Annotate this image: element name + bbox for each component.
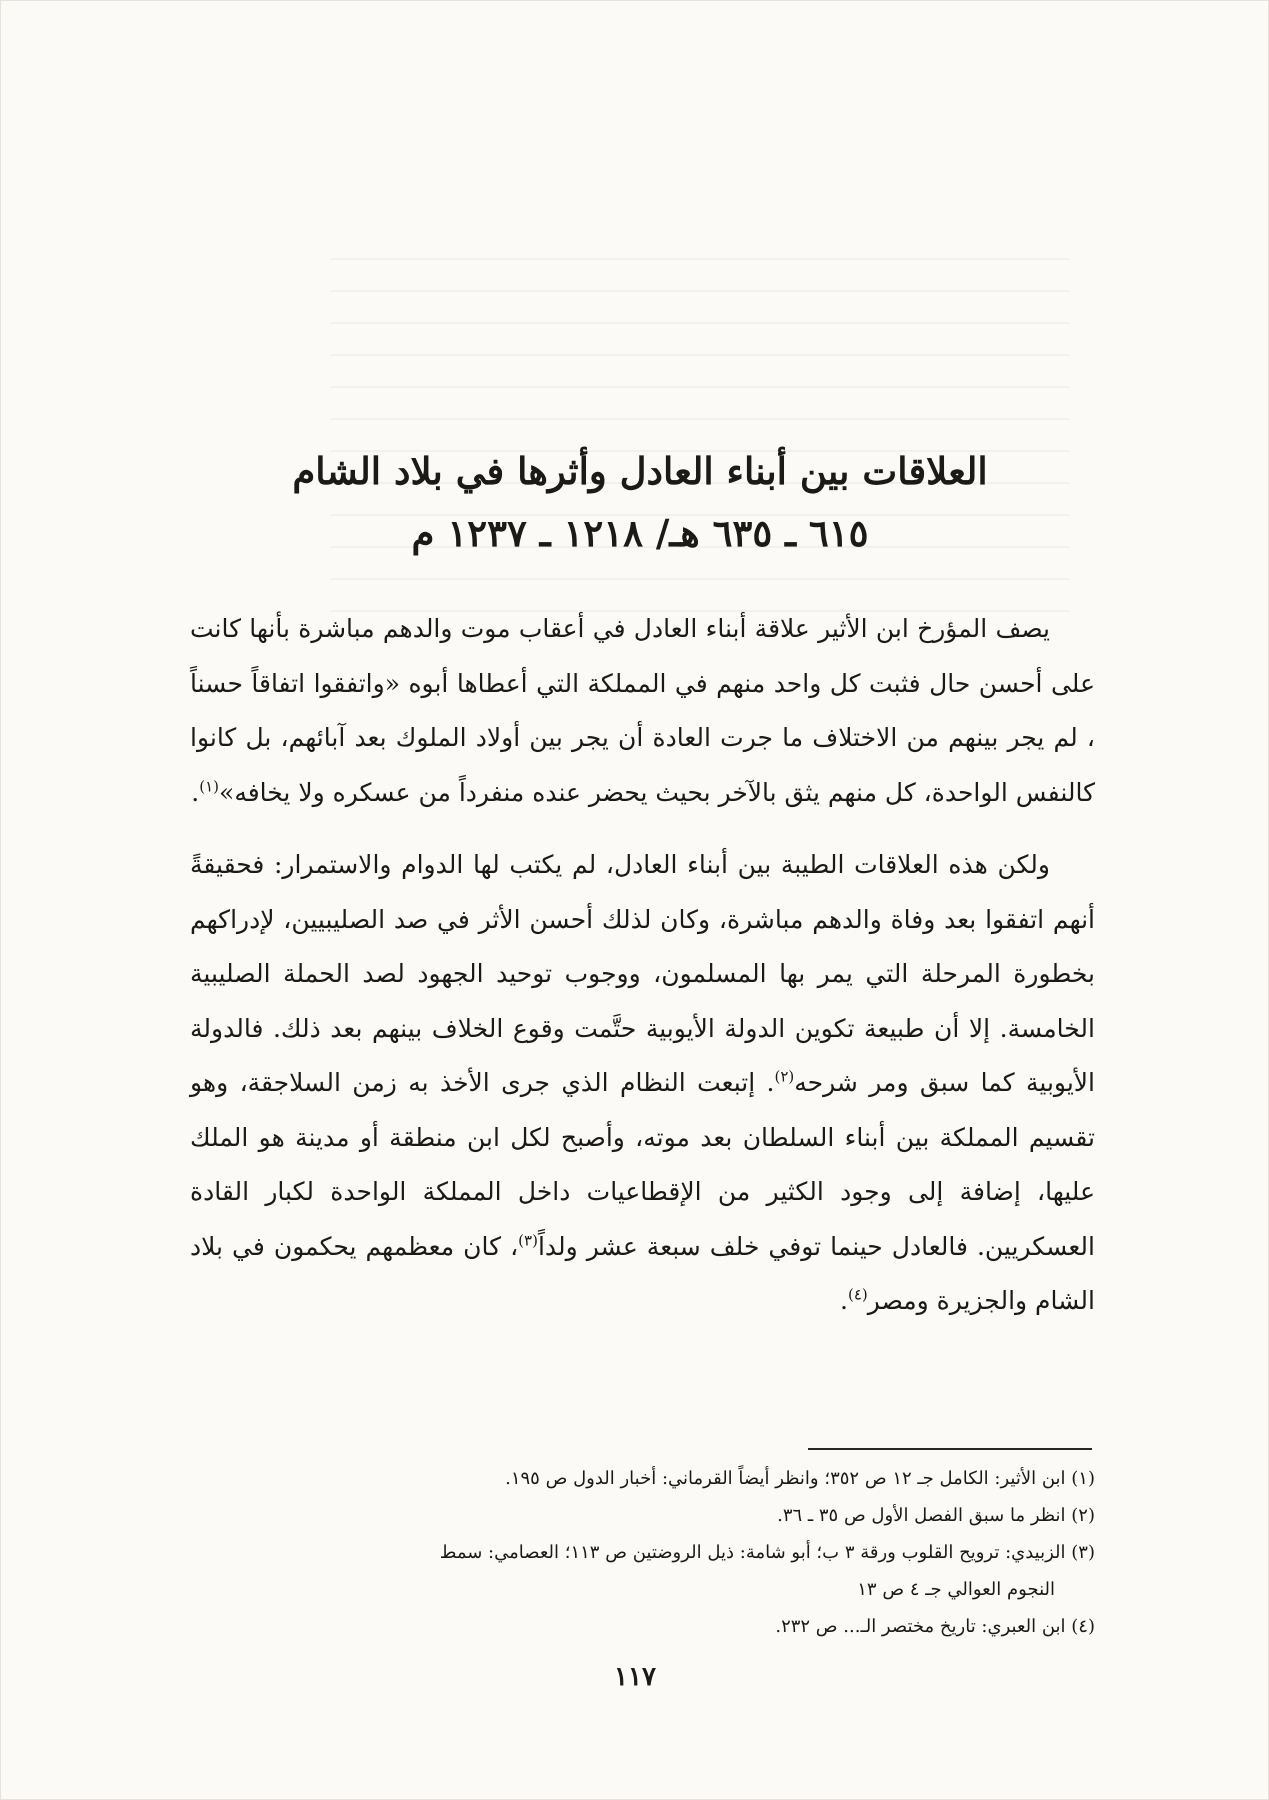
page-number: ١١٧: [614, 1662, 656, 1692]
title-line-2: ٦١٥ ـ ٦٣٥ هـ/ ١٢١٨ ـ ١٢٣٧ م: [411, 511, 869, 555]
title-line-1: العلاقات بين أبناء العادل وأثرها في بلاد الشام: [292, 449, 988, 493]
footnote-1: (١) ابن الأثير: الكامل جـ ١٢ ص ٣٥٢؛ وانظر أيضاً القرماني: أخبار الدول ص ١٩٥.: [505, 1468, 1095, 1489]
body-text: [190, 602, 1095, 1329]
paragraph-2-text-2: . إتبعت النظام الذي جرى الأخذ به زمن السلاجقة، وهو تقسيم المملكة بين أبناء السلطان بعد موته، وأصبح لكل ابن منطقة أو مدينة هو الملك عليها، إضافة إلى وجود الكثير من الإقطاعيات داخل المملكة الواحدة لكبار القادة العسكريين. فالعادل حينما توفي خلف سبعة عشر ولداً: [190, 1068, 1096, 1261]
footnote-4: (٤) ابن العبري: تاريخ مختصر الـ... ص ٢٣٢.: [775, 1616, 1095, 1637]
paragraph-1-text: يصف المؤرخ ابن الأثير علاقة أبناء العادل في أعقاب موت والدهم مباشرة بأنها كانت على أحسن حال فثبت كل واحد منهم في المملكة التي أعطاها أبوه «واتفقوا اتفاقاً حسناً ، لم يجر بينهم من الاختلاف ما جرت العادة أن يجر بين أولاد الملوك بعد آبائهم، بل كانوا كالنفس الواحدة، كل منهم يثق بالآخر بحيث يحضر عنده منفرداً من عسكره ولا يخافه»: [190, 614, 1095, 807]
paragraph-2-tail: .: [840, 1286, 848, 1315]
footnote-3: (٣) الزبيدي: ترويح القلوب ورقة ٣ ب؛ أبو شامة: ذيل الروضتين ص ١١٣؛ العصامي: سمط: [439, 1542, 1095, 1563]
chapter-title: [290, 440, 990, 564]
paragraph-2-text: ولكن هذه العلاقات الطيبة بين أبناء العادل، لم يكتب لها الدوام والاستمرار: فحقيقةً أنهم اتفقوا بعد وفاة والدهم مباشرة، وكان لذلك أحسن الأثر في صد الصليبيين، لإدراكهم بخطورة المرحلة التي يمر بها المسلمون، ووجوب توحيد الجهود لصد الحملة الصليبية الخامسة. إلا أن طبيعة تكوين الدولة الأيوبية حتَّمت وقوع الخلاف بينهم بعد ذلك. فالدولة الأيوبية كما سبق ومر شرحه: [190, 850, 1095, 1097]
paragraph-1-tail: .: [191, 777, 200, 807]
footnote-divider: [808, 1448, 1092, 1450]
paragraph-1: [190, 602, 1095, 820]
footnote-ref-4: (٤): [848, 1285, 868, 1304]
footnotes: [190, 1460, 1095, 1645]
footnote-ref-3: (٣): [518, 1231, 538, 1250]
paragraph-2: [190, 838, 1095, 1329]
footnote-ref-2: (٢): [774, 1067, 795, 1086]
paragraph-2-text-3: ، كان معظمهم يحكمون في بلاد الشام والجزيرة ومصر: [190, 1231, 1095, 1315]
footnote-3-continued: النجوم العوالي جـ ٤ ص ١٣: [857, 1579, 1055, 1600]
footnote-ref-1: (١): [199, 777, 220, 796]
footnote-2: (٢) انظر ما سبق الفصل الأول ص ٣٥ ـ ٣٦.: [777, 1505, 1095, 1526]
